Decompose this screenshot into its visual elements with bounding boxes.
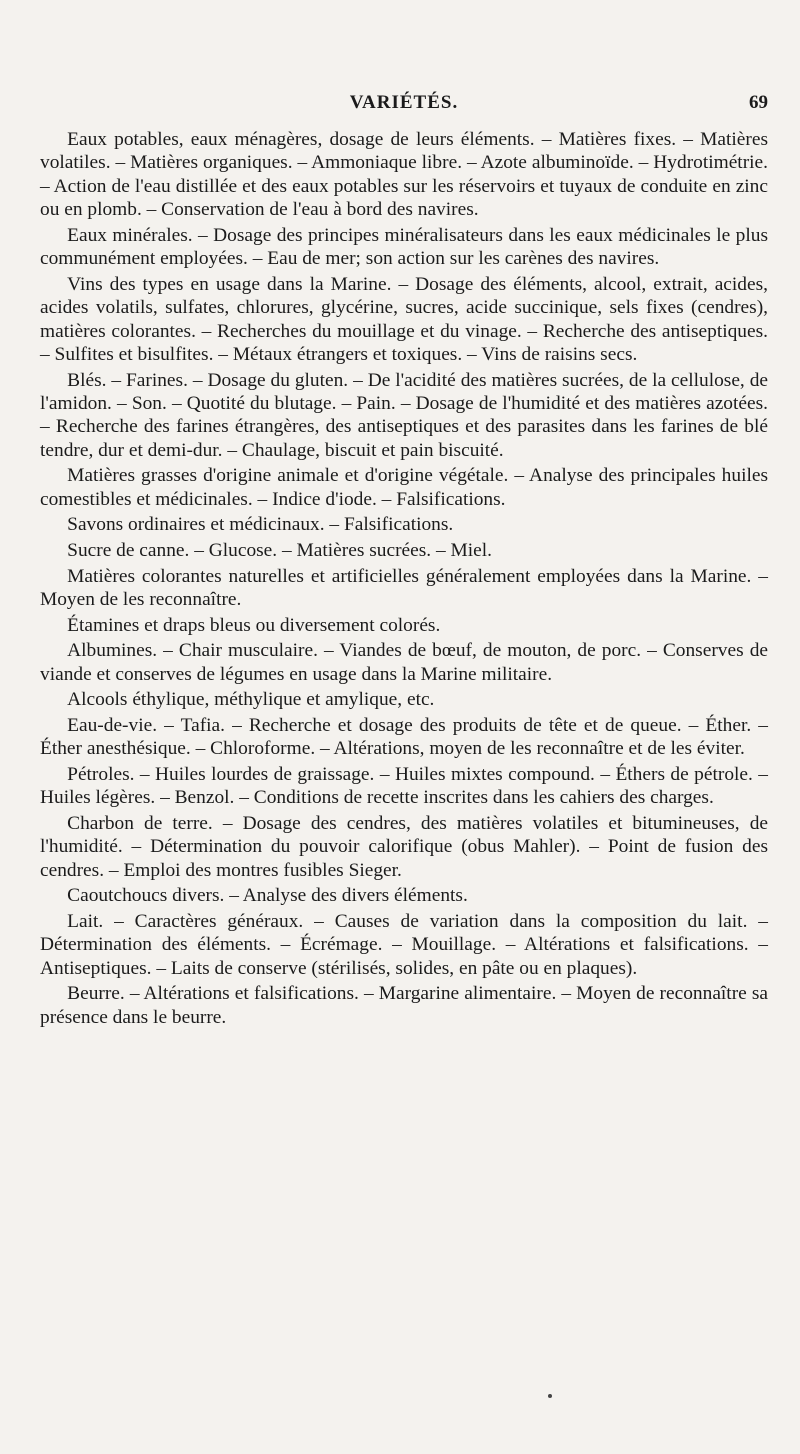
paragraph-eaux-minerales: Eaux minérales. – Dosage des principes minéralisateurs dans les eaux médicinales le plus communément employées. – Eau de mer; son action sur les carènes des navires. [40,224,768,270]
running-title: VARIÉTÉS. [349,92,459,113]
paragraph-etamines: Étamines et draps bleus ou diversement colorés. [67,614,441,636]
paragraph-lait: Lait. – Caractères généraux. – Causes de variation dans la composition du lait. – Détermination des éléments. – Écrémage. – Mouillage. – Altérations et falsifications. – Antiseptiques. – Laits de conserve (stérilisés, solides, en pâte ou en plaques). [40,910,768,979]
paragraph-sucre: Sucre de canne. – Glucose. – Matières sucrées. – Miel. [67,540,492,562]
paragraph-albumines: Albumines. – Chair musculaire. – Viandes de bœuf, de mouton, de porc. – Conserves de viande et conserves de légumes en usage dans la Marine militaire. [40,640,768,685]
paragraph-matieres-grasses: Matières grasses d'origine animale et d'origine végétale. – Analyse des principales huiles comestibles et médicinales. – Indice d'iode. – Falsifications. [40,465,768,510]
paragraph-eaux-potables: Eaux potables, eaux ménagères, dosage de leurs éléments. – Matières fixes. – Matières volatiles. – Matières organiques. – Ammoniaque libre. – Azote albuminoïde. – Hydrotimétrie. – Action de l'eau distillée et des eaux potables sur les réservoirs et tuyaux de conduite en zinc ou en plomb. – Conservation de l'eau à bord des navires. [40,129,768,221]
paragraph-petroles: Pétroles. – Huiles lourdes de graissage. – Huiles mixtes compound. – Éthers de pétrole. – Huiles légères. – Benzol. – Conditions de recette inscrites dans les cahiers des charges. [40,763,768,809]
paragraph-vins: Vins des types en usage dans la Marine. – Dosage des éléments, alcool, extrait, acides, acides volatils, sulfates, chlorures, glycérine, sucres, acide succinique, sels fixes (cendres), matières colorantes. – Recherches du mouillage et du vinage. – Recherche des antiseptiques. – Sulfites et bisulfites. – Métaux étrangers et toxiques. – Vins de raisins secs. [40,273,768,366]
paragraph-eau-de-vie: Eau-de-vie. – Tafia. – Recherche et dosage des produits de tête et de queue. – Éther. – Éther anesthésique. – Chloroforme. – Altérations, moyen de les reconnaître et de les éviter. [40,714,768,760]
paragraph-charbon: Charbon de terre. – Dosage des cendres, des matières volatiles et bitumineuses, de l'humidité. – Détermination du pouvoir calorifique (obus Mahler). – Point de fusion des cendres. – Emploi des montres fusibles Sieger. [40,812,768,881]
paragraph-alcools: Alcools éthylique, méthylique et amylique, etc. [67,689,435,711]
page-body [40,128,768,1031]
ink-speck [548,1394,552,1398]
paragraph-beurre: Beurre. – Altérations et falsifications. – Margarine alimentaire. – Moyen de reconnaître sa présence dans le beurre. [40,983,768,1028]
paragraph-savons: Savons ordinaires et médicinaux. – Falsifications. [67,514,454,536]
page-header [40,92,768,122]
page-number: 69 [749,92,768,113]
paragraph-matieres-colorantes: Matières colorantes naturelles et artificielles généralement employées dans la Marine. – Moyen de les reconnaître. [40,565,768,611]
paragraph-caoutchoucs: Caoutchoucs divers. – Analyse des divers éléments. [67,885,468,907]
paragraph-bles: Blés. – Farines. – Dosage du gluten. – De l'acidité des matières sucrées, de la cellulose, de l'amidon. – Son. – Quotité du blutage. – Pain. – Dosage de l'humidité et des matières azotées. – Recherche des farines étrangères, des antiseptiques et des parasites dans les farines de blé tendre, dur et demi-dur. – Chaulage, biscuit et pain biscuité. [40,369,768,461]
